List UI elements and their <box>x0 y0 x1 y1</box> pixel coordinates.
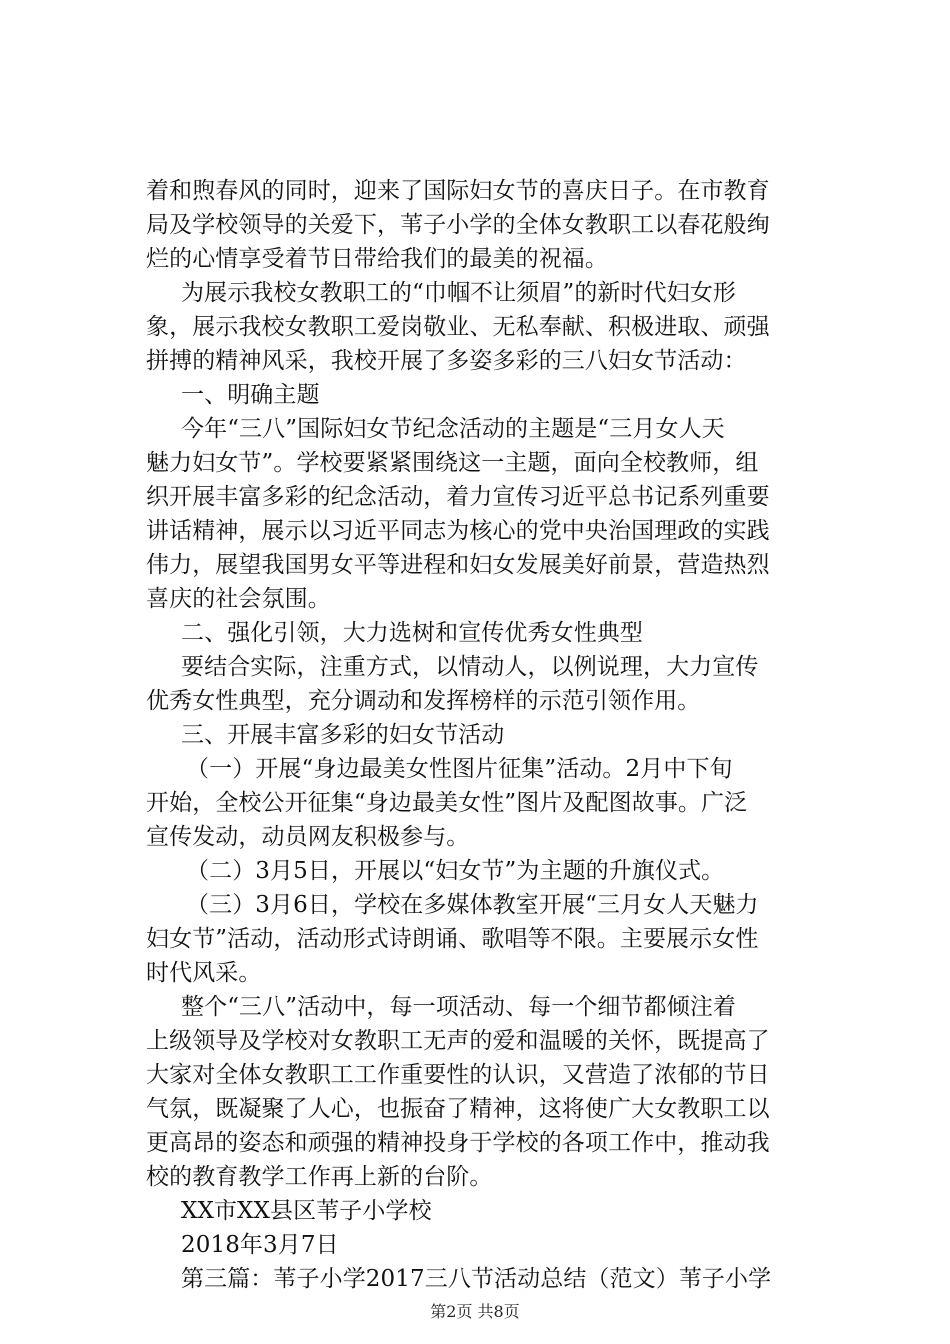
body-line: 宣传发动，动员网友积极参与。 <box>146 824 470 850</box>
signature-school: XX市XX县区苇子小学校 <box>181 1198 432 1224</box>
body-line: 拼搏的精神风采，我校开展了多姿多彩的三八妇女节活动： <box>146 348 747 374</box>
activity-item: （一）开展“身边最美女性图片征集”活动。2月中下旬 <box>186 756 733 782</box>
body-line: 伟力，展望我国男女平等进程和妇女发展美好前景，营造热烈 <box>146 552 770 578</box>
paragraph-start-line: 为展示我校女教职工的“巾帼不让须眉”的新时代妇女形 <box>181 280 737 306</box>
body-line: 妇女节”活动，活动形式诗朗诵、歌唱等不限。主要展示女性 <box>146 926 759 952</box>
paragraph-start-line: 要结合实际，注重方式，以情动人，以例说理，大力宣传 <box>181 654 759 680</box>
paragraph-start-line: 整个“三八”活动中，每一项活动、每一个细节都倾注着 <box>181 994 737 1020</box>
body-line: 校的教育教学工作再上新的台阶。 <box>146 1164 493 1190</box>
body-line: 烂的心情享受着节日带给我们的最美的祝福。 <box>146 246 608 272</box>
body-line: 开始，全校公开征集“身边最美女性”图片及配图故事。广泛 <box>146 790 748 816</box>
body-line: 局及学校领导的关爱下，苇子小学的全体女教职工以春花般绚 <box>146 212 770 238</box>
body-line: 上级领导及学校对女教职工无声的爱和温暖的关怀，既提高了 <box>146 1028 770 1054</box>
body-line: 着和煦春风的同时，迎来了国际妇女节的喜庆日子。在市教育 <box>146 178 770 204</box>
body-line: 象，展示我校女教职工爱岗敬业、无私奉献、积极进取、顽强 <box>146 314 770 340</box>
signature-date: 2018年3月7日 <box>181 1232 339 1258</box>
body-line: 魅力妇女节”。学校要紧紧围绕这一主题，面向全校教师，组 <box>146 450 759 476</box>
page-number-footer: 第2页 共8页 <box>430 1302 520 1321</box>
section-heading: 二、强化引领，大力选树和宣传优秀女性典型 <box>181 620 643 646</box>
next-article-title: 第三篇：苇子小学2017三八节活动总结（范文）苇子小学 <box>181 1266 772 1292</box>
body-line: 时代风采。 <box>146 960 262 986</box>
body-line: 讲话精神，展示以习近平同志为核心的党中央治国理政的实践 <box>146 518 770 544</box>
body-line: 气氛，既凝聚了人心，也振奋了精神，这将使广大女教职工以 <box>146 1096 770 1122</box>
body-line: 优秀女性典型，充分调动和发挥榜样的示范引领作用。 <box>146 688 701 714</box>
activity-item: （二）3月5日，开展以“妇女节”为主题的升旗仪式。 <box>186 858 725 884</box>
section-heading: 一、明确主题 <box>181 382 320 408</box>
section-heading: 三、开展丰富多彩的妇女节活动 <box>181 722 505 748</box>
activity-item: （三）3月6日，学校在多媒体教室开展“三月女人天魅力 <box>186 892 759 918</box>
body-line: 织开展丰富多彩的纪念活动，着力宣传习近平总书记系列重要 <box>146 484 770 510</box>
body-line: 大家对全体女教职工工作重要性的认识，又营造了浓郁的节日 <box>146 1062 770 1088</box>
paragraph-start-line: 今年“三八”国际妇女节纪念活动的主题是“三月女人天 <box>181 416 725 442</box>
body-line: 更高昂的姿态和顽强的精神投身于学校的各项工作中，推动我 <box>146 1130 770 1156</box>
body-line: 喜庆的社会氛围。 <box>146 586 331 612</box>
